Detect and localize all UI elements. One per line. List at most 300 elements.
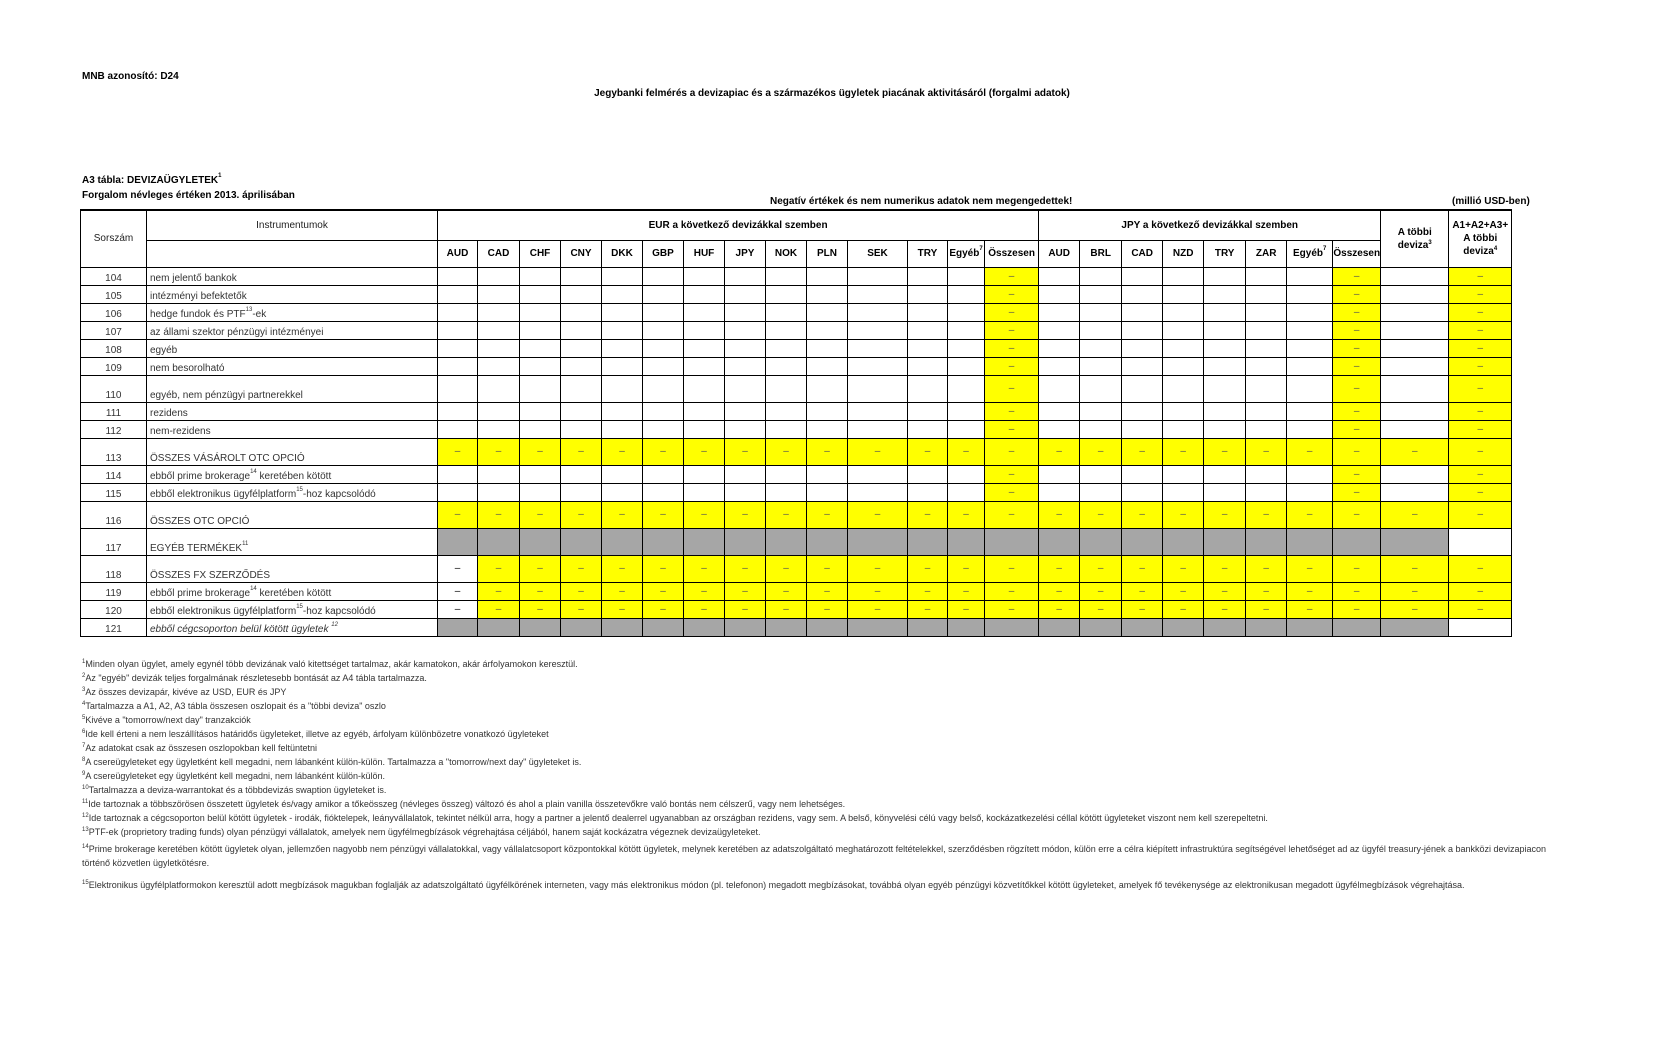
data-cell[interactable] [438, 339, 478, 357]
data-cell[interactable]: – [478, 582, 520, 600]
data-cell[interactable]: – [561, 555, 602, 582]
data-cell[interactable]: – [520, 555, 561, 582]
data-cell[interactable] [948, 339, 985, 357]
data-cell[interactable]: – [1449, 339, 1512, 357]
data-cell[interactable]: – [848, 501, 908, 528]
data-cell[interactable]: – [520, 600, 561, 618]
data-cell[interactable] [520, 465, 561, 483]
data-cell[interactable]: – [1333, 357, 1381, 375]
data-cell[interactable]: – [948, 582, 985, 600]
data-cell[interactable] [1381, 339, 1449, 357]
data-cell[interactable]: – [1287, 600, 1333, 618]
data-cell[interactable] [684, 375, 725, 402]
data-cell[interactable] [1080, 402, 1122, 420]
data-cell[interactable] [478, 285, 520, 303]
data-cell[interactable] [1449, 528, 1512, 555]
data-cell[interactable] [1163, 375, 1204, 402]
data-cell[interactable] [848, 267, 908, 285]
data-cell[interactable] [1163, 321, 1204, 339]
data-cell[interactable] [766, 267, 807, 285]
data-cell[interactable] [1449, 618, 1512, 636]
data-cell[interactable]: – [807, 600, 848, 618]
data-cell[interactable]: – [985, 402, 1039, 420]
data-cell[interactable] [520, 402, 561, 420]
data-cell[interactable] [1163, 465, 1204, 483]
data-cell[interactable]: – [1449, 555, 1512, 582]
data-cell[interactable] [1163, 339, 1204, 357]
data-cell[interactable] [478, 483, 520, 501]
data-cell[interactable]: – [1381, 555, 1449, 582]
data-cell[interactable] [1122, 357, 1163, 375]
data-cell[interactable] [1287, 402, 1333, 420]
data-cell[interactable] [848, 420, 908, 438]
data-cell[interactable]: – [1449, 357, 1512, 375]
data-cell[interactable]: – [985, 303, 1039, 321]
data-cell[interactable]: – [1246, 501, 1287, 528]
data-cell[interactable]: – [1333, 285, 1381, 303]
data-cell[interactable] [1204, 483, 1246, 501]
data-cell[interactable]: – [1122, 555, 1163, 582]
data-cell[interactable] [1122, 339, 1163, 357]
data-cell[interactable]: – [1163, 438, 1204, 465]
data-cell[interactable] [908, 285, 948, 303]
data-cell[interactable] [848, 375, 908, 402]
data-cell[interactable] [1287, 483, 1333, 501]
data-cell[interactable] [848, 321, 908, 339]
data-cell[interactable] [684, 465, 725, 483]
data-cell[interactable]: – [1122, 501, 1163, 528]
data-cell[interactable]: – [1246, 582, 1287, 600]
data-cell[interactable] [848, 339, 908, 357]
data-cell[interactable] [602, 420, 643, 438]
data-cell[interactable]: – [1080, 555, 1122, 582]
data-cell[interactable] [948, 420, 985, 438]
data-cell[interactable]: – [985, 267, 1039, 285]
data-cell[interactable] [438, 402, 478, 420]
data-cell[interactable] [438, 303, 478, 321]
data-cell[interactable] [848, 357, 908, 375]
data-cell[interactable] [807, 321, 848, 339]
data-cell[interactable] [684, 402, 725, 420]
data-cell[interactable]: – [1449, 483, 1512, 501]
data-cell[interactable]: – [1039, 600, 1080, 618]
data-cell[interactable] [1039, 339, 1080, 357]
data-cell[interactable]: – [985, 501, 1039, 528]
data-cell[interactable] [1381, 465, 1449, 483]
data-cell[interactable]: – [948, 555, 985, 582]
data-cell[interactable] [725, 285, 766, 303]
data-cell[interactable] [684, 420, 725, 438]
data-cell[interactable]: – [848, 555, 908, 582]
data-cell[interactable] [766, 465, 807, 483]
data-cell[interactable]: – [1449, 321, 1512, 339]
data-cell[interactable]: – [1080, 582, 1122, 600]
data-cell[interactable] [602, 357, 643, 375]
data-cell[interactable]: – [725, 582, 766, 600]
data-cell[interactable]: – [766, 555, 807, 582]
data-cell[interactable] [1204, 375, 1246, 402]
data-cell[interactable]: – [908, 555, 948, 582]
data-cell[interactable] [948, 402, 985, 420]
data-cell[interactable]: – [1039, 582, 1080, 600]
data-cell[interactable] [908, 465, 948, 483]
data-cell[interactable] [561, 465, 602, 483]
data-cell[interactable] [1039, 321, 1080, 339]
data-cell[interactable]: – [1246, 438, 1287, 465]
data-cell[interactable]: – [561, 501, 602, 528]
data-cell[interactable]: – [1333, 375, 1381, 402]
data-cell[interactable] [1381, 420, 1449, 438]
data-cell[interactable] [561, 339, 602, 357]
data-cell[interactable]: – [1381, 501, 1449, 528]
data-cell[interactable]: – [643, 600, 684, 618]
data-cell[interactable] [725, 465, 766, 483]
data-cell[interactable]: – [1163, 501, 1204, 528]
data-cell[interactable] [1122, 402, 1163, 420]
data-cell[interactable]: – [948, 438, 985, 465]
data-cell[interactable]: – [561, 600, 602, 618]
data-cell[interactable] [438, 465, 478, 483]
data-cell[interactable]: – [1333, 600, 1381, 618]
data-cell[interactable] [1204, 285, 1246, 303]
data-cell[interactable] [807, 402, 848, 420]
data-cell[interactable] [908, 339, 948, 357]
data-cell[interactable]: – [1333, 321, 1381, 339]
data-cell[interactable]: – [1449, 465, 1512, 483]
data-cell[interactable]: – [1333, 582, 1381, 600]
data-cell[interactable] [520, 420, 561, 438]
data-cell[interactable]: – [478, 501, 520, 528]
data-cell[interactable]: – [1449, 582, 1512, 600]
data-cell[interactable] [602, 303, 643, 321]
data-cell[interactable]: – [438, 501, 478, 528]
data-cell[interactable] [1381, 375, 1449, 402]
data-cell[interactable]: – [908, 501, 948, 528]
data-cell[interactable] [520, 285, 561, 303]
data-cell[interactable]: – [438, 555, 478, 582]
data-cell[interactable] [1287, 420, 1333, 438]
data-cell[interactable]: – [602, 438, 643, 465]
data-cell[interactable]: – [1449, 303, 1512, 321]
data-cell[interactable]: – [985, 357, 1039, 375]
data-cell[interactable] [1163, 483, 1204, 501]
data-cell[interactable] [1204, 303, 1246, 321]
data-cell[interactable] [1204, 402, 1246, 420]
data-cell[interactable] [1080, 321, 1122, 339]
data-cell[interactable] [643, 267, 684, 285]
data-cell[interactable] [602, 375, 643, 402]
data-cell[interactable] [725, 339, 766, 357]
data-cell[interactable] [684, 357, 725, 375]
data-cell[interactable] [1204, 339, 1246, 357]
data-cell[interactable] [602, 285, 643, 303]
data-cell[interactable] [1163, 357, 1204, 375]
data-cell[interactable] [807, 267, 848, 285]
data-cell[interactable] [948, 465, 985, 483]
data-cell[interactable] [807, 465, 848, 483]
data-cell[interactable] [1287, 321, 1333, 339]
data-cell[interactable] [1163, 285, 1204, 303]
data-cell[interactable] [908, 483, 948, 501]
data-cell[interactable]: – [602, 600, 643, 618]
data-cell[interactable] [1122, 465, 1163, 483]
data-cell[interactable] [908, 375, 948, 402]
data-cell[interactable]: – [1163, 555, 1204, 582]
data-cell[interactable]: – [985, 483, 1039, 501]
data-cell[interactable] [1039, 267, 1080, 285]
data-cell[interactable]: – [807, 501, 848, 528]
data-cell[interactable]: – [1333, 267, 1381, 285]
data-cell[interactable] [561, 357, 602, 375]
data-cell[interactable] [1246, 375, 1287, 402]
data-cell[interactable] [438, 267, 478, 285]
data-cell[interactable]: – [1333, 420, 1381, 438]
data-cell[interactable] [1080, 339, 1122, 357]
data-cell[interactable] [478, 375, 520, 402]
data-cell[interactable]: – [1122, 600, 1163, 618]
data-cell[interactable]: – [766, 501, 807, 528]
data-cell[interactable] [1080, 465, 1122, 483]
data-cell[interactable]: – [1287, 582, 1333, 600]
data-cell[interactable] [1163, 420, 1204, 438]
data-cell[interactable]: – [478, 555, 520, 582]
data-cell[interactable] [1246, 303, 1287, 321]
data-cell[interactable] [684, 339, 725, 357]
data-cell[interactable] [908, 321, 948, 339]
data-cell[interactable] [908, 357, 948, 375]
data-cell[interactable]: – [602, 555, 643, 582]
data-cell[interactable] [1287, 285, 1333, 303]
data-cell[interactable]: – [602, 501, 643, 528]
data-cell[interactable] [602, 267, 643, 285]
data-cell[interactable] [1204, 420, 1246, 438]
data-cell[interactable]: – [1449, 600, 1512, 618]
data-cell[interactable]: – [1204, 438, 1246, 465]
data-cell[interactable] [766, 285, 807, 303]
data-cell[interactable] [438, 285, 478, 303]
data-cell[interactable] [684, 483, 725, 501]
data-cell[interactable]: – [848, 582, 908, 600]
data-cell[interactable] [807, 303, 848, 321]
data-cell[interactable]: – [1163, 600, 1204, 618]
data-cell[interactable]: – [1449, 402, 1512, 420]
data-cell[interactable] [478, 321, 520, 339]
data-cell[interactable] [1122, 303, 1163, 321]
data-cell[interactable]: – [1039, 501, 1080, 528]
data-cell[interactable] [807, 483, 848, 501]
data-cell[interactable]: – [643, 501, 684, 528]
data-cell[interactable] [561, 402, 602, 420]
data-cell[interactable] [1122, 483, 1163, 501]
data-cell[interactable] [725, 402, 766, 420]
data-cell[interactable]: – [985, 600, 1039, 618]
data-cell[interactable] [848, 303, 908, 321]
data-cell[interactable]: – [908, 438, 948, 465]
data-cell[interactable] [1080, 267, 1122, 285]
data-cell[interactable]: – [985, 339, 1039, 357]
data-cell[interactable] [1039, 402, 1080, 420]
data-cell[interactable]: – [985, 438, 1039, 465]
data-cell[interactable]: – [1449, 420, 1512, 438]
data-cell[interactable] [1287, 267, 1333, 285]
data-cell[interactable] [684, 303, 725, 321]
data-cell[interactable] [1122, 321, 1163, 339]
data-cell[interactable] [478, 402, 520, 420]
data-cell[interactable] [1246, 357, 1287, 375]
data-cell[interactable] [1039, 465, 1080, 483]
data-cell[interactable] [807, 285, 848, 303]
data-cell[interactable]: – [520, 438, 561, 465]
data-cell[interactable]: – [1381, 438, 1449, 465]
data-cell[interactable]: – [684, 501, 725, 528]
data-cell[interactable]: – [684, 438, 725, 465]
data-cell[interactable] [1080, 303, 1122, 321]
data-cell[interactable]: – [1333, 483, 1381, 501]
data-cell[interactable]: – [1287, 438, 1333, 465]
data-cell[interactable]: – [1080, 438, 1122, 465]
data-cell[interactable] [1381, 267, 1449, 285]
data-cell[interactable] [520, 483, 561, 501]
data-cell[interactable]: – [908, 600, 948, 618]
data-cell[interactable] [908, 267, 948, 285]
data-cell[interactable] [1204, 267, 1246, 285]
data-cell[interactable]: – [1333, 303, 1381, 321]
data-cell[interactable] [725, 267, 766, 285]
data-cell[interactable] [1163, 303, 1204, 321]
data-cell[interactable]: – [985, 285, 1039, 303]
data-cell[interactable] [520, 357, 561, 375]
data-cell[interactable]: – [948, 600, 985, 618]
data-cell[interactable] [1204, 321, 1246, 339]
data-cell[interactable] [766, 303, 807, 321]
data-cell[interactable]: – [438, 600, 478, 618]
data-cell[interactable] [478, 303, 520, 321]
data-cell[interactable]: – [1449, 501, 1512, 528]
data-cell[interactable] [848, 483, 908, 501]
data-cell[interactable] [438, 357, 478, 375]
data-cell[interactable] [807, 375, 848, 402]
data-cell[interactable] [1122, 285, 1163, 303]
data-cell[interactable] [807, 339, 848, 357]
data-cell[interactable] [848, 285, 908, 303]
data-cell[interactable] [766, 357, 807, 375]
data-cell[interactable] [1039, 303, 1080, 321]
data-cell[interactable] [725, 483, 766, 501]
data-cell[interactable] [561, 321, 602, 339]
data-cell[interactable]: – [985, 321, 1039, 339]
data-cell[interactable] [948, 303, 985, 321]
data-cell[interactable] [643, 465, 684, 483]
data-cell[interactable] [643, 321, 684, 339]
data-cell[interactable] [1381, 285, 1449, 303]
data-cell[interactable] [725, 357, 766, 375]
data-cell[interactable] [438, 375, 478, 402]
data-cell[interactable]: – [1039, 438, 1080, 465]
data-cell[interactable]: – [478, 438, 520, 465]
data-cell[interactable] [766, 483, 807, 501]
data-cell[interactable] [478, 339, 520, 357]
data-cell[interactable] [643, 420, 684, 438]
data-cell[interactable] [766, 321, 807, 339]
data-cell[interactable]: – [1449, 267, 1512, 285]
data-cell[interactable] [807, 420, 848, 438]
data-cell[interactable] [1287, 357, 1333, 375]
data-cell[interactable] [1246, 465, 1287, 483]
data-cell[interactable] [1381, 321, 1449, 339]
data-cell[interactable] [908, 303, 948, 321]
data-cell[interactable]: – [643, 438, 684, 465]
data-cell[interactable]: – [561, 582, 602, 600]
data-cell[interactable] [438, 321, 478, 339]
data-cell[interactable]: – [948, 501, 985, 528]
data-cell[interactable] [602, 339, 643, 357]
data-cell[interactable]: – [1246, 555, 1287, 582]
data-cell[interactable]: – [1122, 438, 1163, 465]
data-cell[interactable]: – [1333, 402, 1381, 420]
data-cell[interactable] [1080, 357, 1122, 375]
data-cell[interactable]: – [1080, 600, 1122, 618]
data-cell[interactable] [643, 357, 684, 375]
data-cell[interactable] [766, 375, 807, 402]
data-cell[interactable]: – [1246, 600, 1287, 618]
data-cell[interactable]: – [1333, 438, 1381, 465]
data-cell[interactable] [438, 420, 478, 438]
data-cell[interactable] [1080, 420, 1122, 438]
data-cell[interactable]: – [985, 420, 1039, 438]
data-cell[interactable]: – [643, 555, 684, 582]
data-cell[interactable] [1080, 483, 1122, 501]
data-cell[interactable] [561, 483, 602, 501]
data-cell[interactable] [561, 303, 602, 321]
data-cell[interactable]: – [438, 582, 478, 600]
data-cell[interactable] [1080, 285, 1122, 303]
data-cell[interactable]: – [1449, 438, 1512, 465]
data-cell[interactable] [908, 420, 948, 438]
data-cell[interactable]: – [561, 438, 602, 465]
data-cell[interactable] [520, 375, 561, 402]
data-cell[interactable] [948, 321, 985, 339]
data-cell[interactable] [1080, 375, 1122, 402]
data-cell[interactable] [1246, 402, 1287, 420]
data-cell[interactable] [766, 420, 807, 438]
data-cell[interactable] [1039, 357, 1080, 375]
data-cell[interactable] [602, 402, 643, 420]
data-cell[interactable] [520, 303, 561, 321]
data-cell[interactable]: – [1333, 339, 1381, 357]
data-cell[interactable] [478, 465, 520, 483]
data-cell[interactable]: – [478, 600, 520, 618]
data-cell[interactable]: – [1163, 582, 1204, 600]
data-cell[interactable] [948, 483, 985, 501]
data-cell[interactable] [766, 402, 807, 420]
data-cell[interactable] [561, 375, 602, 402]
data-cell[interactable] [478, 420, 520, 438]
data-cell[interactable]: – [766, 582, 807, 600]
data-cell[interactable] [1246, 420, 1287, 438]
data-cell[interactable] [520, 321, 561, 339]
data-cell[interactable] [1246, 267, 1287, 285]
data-cell[interactable] [948, 375, 985, 402]
data-cell[interactable] [1163, 267, 1204, 285]
data-cell[interactable]: – [1333, 465, 1381, 483]
data-cell[interactable]: – [1287, 555, 1333, 582]
data-cell[interactable] [1039, 483, 1080, 501]
data-cell[interactable] [948, 285, 985, 303]
data-cell[interactable] [1246, 339, 1287, 357]
data-cell[interactable]: – [725, 600, 766, 618]
data-cell[interactable]: – [1449, 285, 1512, 303]
data-cell[interactable] [1204, 465, 1246, 483]
